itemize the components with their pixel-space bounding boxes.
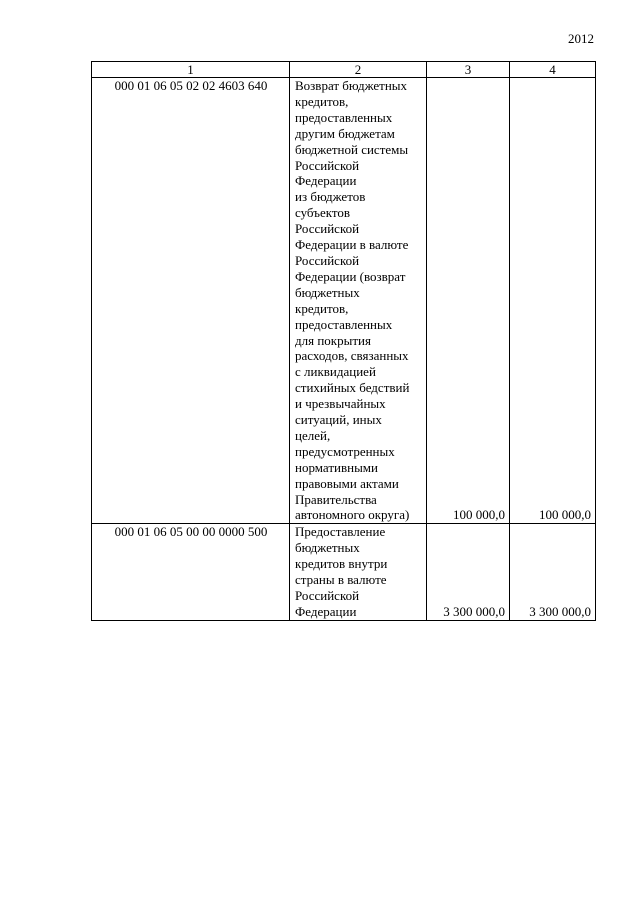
description-line: Российской — [295, 588, 360, 603]
description-line: бюджетной системы — [295, 141, 409, 157]
description-line: Федерации — [295, 603, 357, 619]
table-row — [92, 78, 596, 524]
amount-cell-col3: 3 300 000,0 — [427, 524, 510, 620]
budget-code-cell: 000 01 06 05 00 00 0000 500 — [92, 524, 290, 620]
description-line: целей, — [295, 427, 331, 443]
description-line: из бюджетов — [295, 189, 366, 205]
description-line: предоставленных — [295, 109, 393, 125]
description-line: Российской — [295, 252, 360, 268]
description-line: стихийных бедствий — [295, 380, 410, 396]
description-cell — [290, 78, 427, 524]
description-line: Возврат бюджетных — [295, 78, 408, 93]
amount-cell-col4: 3 300 000,0 — [510, 524, 596, 620]
amount-cell-col3: 100 000,0 — [427, 78, 510, 524]
description-line: кредитов, — [295, 93, 349, 109]
budget-table — [91, 61, 596, 621]
description-line: Российской — [295, 157, 360, 173]
description-line: для покрытия — [295, 332, 371, 348]
description-line: кредитов внутри — [295, 556, 388, 572]
description-line: Федерации — [295, 173, 357, 189]
table-header-row — [92, 62, 596, 78]
description-line: и чрезвычайных — [295, 396, 386, 412]
description-line: страны в валюте — [295, 572, 387, 588]
description-line: Федерации в валюте — [295, 237, 409, 253]
description-line: автономного округа) — [295, 507, 410, 523]
page-number: 2012 — [568, 31, 594, 46]
description-cell — [290, 524, 427, 620]
description-line: другим бюджетам — [295, 125, 395, 141]
budget-code-cell: 000 01 06 05 02 02 4603 640 — [92, 78, 290, 524]
description-line: расходов, связанных — [295, 348, 409, 364]
amount-cell-col4: 100 000,0 — [510, 78, 596, 524]
description-line: предусмотренных — [295, 443, 395, 459]
description-line: субъектов — [295, 205, 351, 221]
description-line: бюджетных — [295, 540, 360, 556]
column-header-3: 3 — [427, 62, 510, 78]
description-line: кредитов, — [295, 300, 349, 316]
description-line: с ликвидацией — [295, 364, 376, 380]
column-header-1: 1 — [92, 62, 290, 78]
description-line: Предоставление — [295, 524, 386, 540]
description-line: бюджетных — [295, 284, 360, 300]
description-line: предоставленных — [295, 316, 393, 332]
description-line: Федерации (возврат — [295, 268, 406, 284]
description-line: правовыми актами — [295, 475, 399, 491]
column-header-4: 4 — [510, 62, 596, 78]
description-line: Российской — [295, 221, 360, 237]
description-line: Правительства — [295, 491, 377, 507]
description-line: ситуаций, иных — [295, 412, 382, 428]
description-line: нормативными — [295, 459, 378, 475]
column-header-2: 2 — [290, 62, 427, 78]
table-row — [92, 524, 596, 620]
